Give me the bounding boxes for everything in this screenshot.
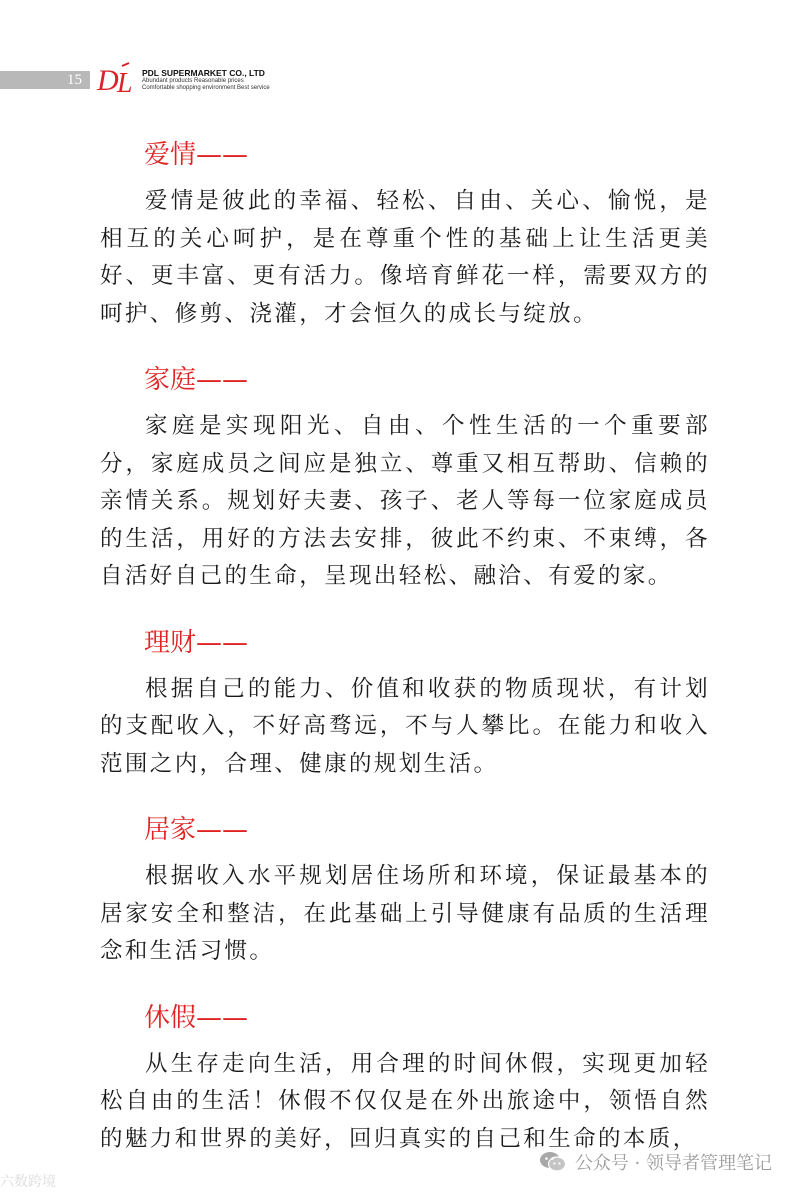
section-title: 爱情——	[144, 140, 249, 170]
svg-text:L: L	[117, 68, 133, 96]
page-content	[100, 135, 710, 1158]
section-body: 家庭是实现阳光、自由、个性生活的一个重要部分，家庭成员之间应是独立、尊重又相互帮助、信赖的亲情关系。规划好夫妻、孩子、老人等每一位家庭成员的生活，用好的方法去安排，彼此不约束、不束缚，各自活好自己的生命，呈现出轻松、融洽、有爱的家。	[100, 413, 710, 589]
section-body: 根据自己的能力、价值和收获的物质现状，有计划的支配收入，不好高骛远，不与人攀比。在能力和收入范围之内，合理、健康的规划生活。	[100, 675, 710, 777]
section-finance	[100, 623, 710, 784]
slogan-line-2: Comfortable shopping environment Best service	[142, 85, 270, 91]
section-vacation	[100, 998, 710, 1159]
slogan-line-1: Abundant products Reasonable prices	[142, 78, 244, 84]
section-title: 居家——	[144, 815, 249, 845]
page-number: 15	[67, 72, 82, 88]
watermark-right	[539, 1149, 772, 1175]
dl-logo-icon	[96, 62, 140, 96]
section-family	[100, 360, 710, 596]
company-name: PDL SUPERMARKET CO., LTD	[142, 68, 265, 78]
watermark-left-text: 六数跨境	[0, 1174, 56, 1190]
page-header	[0, 62, 300, 98]
wechat-icon	[539, 1151, 567, 1173]
section-title: 休假——	[144, 1002, 249, 1033]
watermark-left	[0, 1171, 56, 1191]
section-home	[100, 810, 710, 971]
section-body: 从生存走向生活，用合理的时间休假，实现更加轻松自由的生活！休假不仅仅是在外出旅途中，领悟自然的魅力和世界的美好，回归真实的自己和生命的本质，	[100, 1050, 710, 1152]
logo-text	[142, 68, 302, 92]
section-body: 根据收入水平规划居住场所和环境，保证最基本的居家安全和整洁，在此基础上引导健康有品质的生活理念和生活习惯。	[100, 863, 710, 964]
section-title: 理财——	[144, 627, 249, 658]
section-body: 爱情是彼此的幸福、轻松、自由、关心、愉悦，是相互的关心呵护，是在尊重个性的基础上让生活更美好、更丰富、更有活力。像培育鲜花一样，需要双方的呵护、修剪、浇灌，才会恒久的成长与绽放。	[100, 188, 710, 327]
section-love	[100, 135, 710, 333]
section-title: 家庭——	[144, 365, 249, 395]
watermark-right-text: 公众号 · 领导者管理笔记	[574, 1153, 772, 1174]
svg-text:D: D	[97, 64, 119, 96]
